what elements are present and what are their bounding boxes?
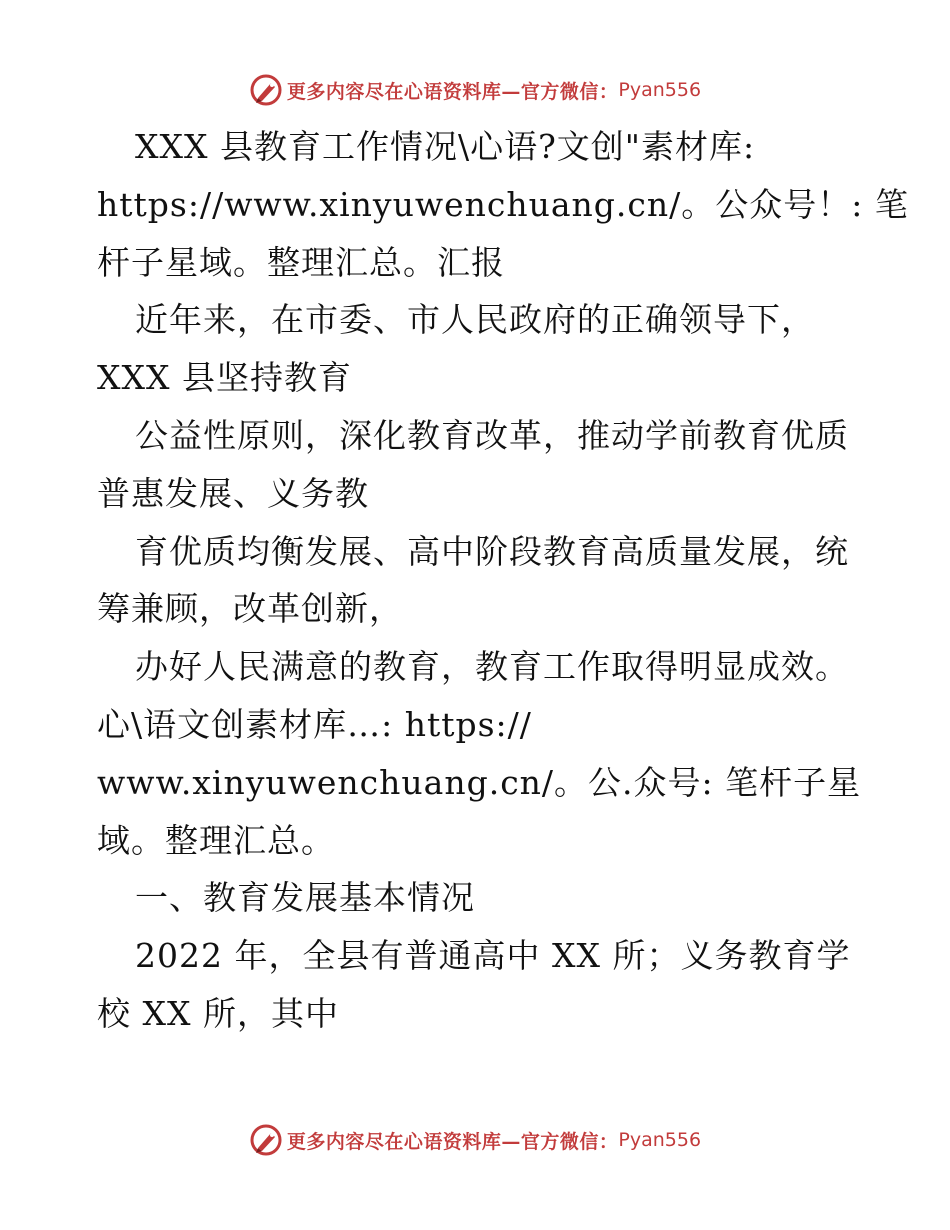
text-line: 普惠发展、义务教 <box>97 473 369 513</box>
watermark-banner-bottom <box>0 1118 950 1162</box>
text-line: XXX 县教育工作情况\心语?文创"素材库: <box>135 127 756 166</box>
watermark-contact: Pyan556 <box>618 1129 702 1151</box>
text-line: 2022 年，全县有普通高中 XX 所；义务教育学 <box>135 936 851 976</box>
text-line: 办好人民满意的教育，教育工作取得明显成效。 <box>135 647 849 687</box>
watermark-contact: Pyan556 <box>618 79 702 101</box>
watermark-text: 更多内容尽在心语资料库—官方微信： <box>286 80 619 103</box>
text-line: 心\语文创素材库…: https:// <box>97 704 532 744</box>
watermark-banner-top <box>0 68 950 112</box>
text-line: 杆子星域。整理汇总。汇报 <box>97 242 505 282</box>
text-line: https://www.xinyuwenchuang.cn/。公众号！: 笔 <box>97 184 909 224</box>
text-line: 公益性原则，深化教育改革，推动学前教育优质 <box>135 415 849 455</box>
section-heading: 一、教育发展基本情况 <box>135 878 475 918</box>
text-line: XXX 县坚持教育 <box>97 358 352 398</box>
watermark-text: 更多内容尽在心语资料库—官方微信： <box>286 1130 619 1153</box>
text-line: 育优质均衡发展、高中阶段教育高质量发展，统 <box>135 531 849 571</box>
text-line: 筹兼顾，改革创新， <box>97 589 403 629</box>
pen-logo-icon <box>249 73 283 107</box>
document-body <box>97 118 909 1043</box>
text-line: 校 XX 所，其中 <box>97 993 339 1033</box>
text-line: 近年来，在市委、市人民政府的正确领导下， <box>135 300 815 340</box>
text-line: www.xinyuwenchuang.cn/。公.众号: 笔杆子星 <box>97 762 862 802</box>
text-line: 域。整理汇总。 <box>97 820 335 860</box>
pen-logo-icon <box>249 1123 283 1157</box>
